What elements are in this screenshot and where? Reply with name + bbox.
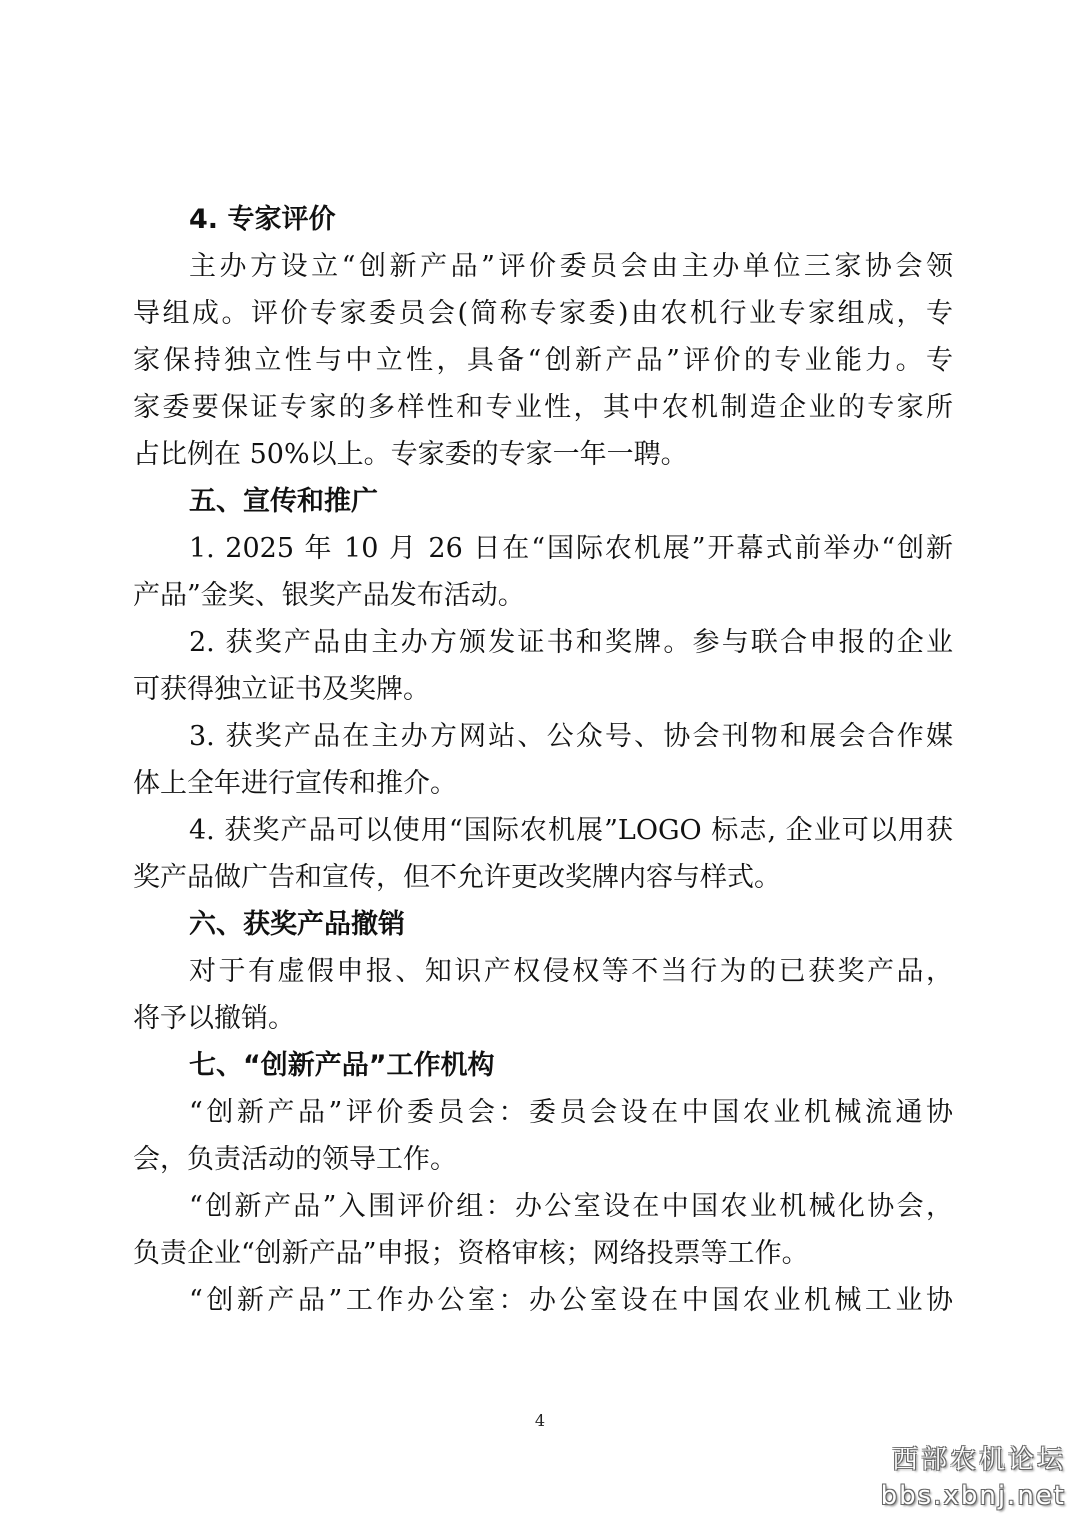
text-line: 对于有虚假申报、知识产权侵权等不当行为的已获奖产品， [189,956,953,987]
text-line: 负责企业“创新产品”申报；资格审核；网络投票等工作。 [133,1238,809,1269]
section-heading-revocation: 六、获奖产品撤销 [189,909,405,940]
text-line: “创新产品”工作办公室：办公室设在中国农业机械工业协 [189,1285,953,1316]
text-line: 占比例在 50%以上。专家委的专家一年一聘。 [133,439,688,470]
text-line: 家保持独立性与中立性，具备“创新产品”评价的专业能力。专 [133,345,953,376]
site-watermark [881,1442,1066,1514]
section-heading-promotion: 五、宣传和推广 [189,486,378,517]
paragraph-promotion-4 [133,807,953,901]
watermark-site-url: bbs.xbnj.net [880,1481,1066,1511]
paragraph-expert-committee [133,243,953,478]
paragraph-evaluation-committee [133,1089,953,1183]
text-line: 将予以撤销。 [133,1003,295,1034]
paragraph-shortlist-group [133,1183,953,1277]
text-line: 体上全年进行宣传和推介。 [133,768,457,799]
text-line: 2. 获奖产品由主办方颁发证书和奖牌。参与联合申报的企业 [189,627,953,658]
text-line: “创新产品”入围评价组：办公室设在中国农业机械化协会， [189,1191,953,1222]
paragraph-work-office [133,1277,953,1324]
text-line: 4. 获奖产品可以使用“国际农机展”LOGO 标志, 企业可以用获 [189,815,953,846]
paragraph-revocation [133,948,953,1042]
text-line: 家委要保证专家的多样性和专业性，其中农机制造企业的专家所 [133,392,953,423]
text-line: 会，负责活动的领导工作。 [133,1144,457,1175]
text-line: 导组成。评价专家委员会(简称专家委)由农机行业专家组成，专 [133,298,953,329]
text-line: 产品”金奖、银奖产品发布活动。 [133,580,525,611]
text-line: 奖产品做广告和宣传，但不允许更改奖牌内容与样式。 [133,862,781,893]
section-heading-expert-evaluation: 4. 专家评价 [189,204,336,235]
paragraph-promotion-2 [133,619,953,713]
text-line: 主办方设立“创新产品”评价委员会由主办单位三家协会领 [189,251,953,282]
text-line: “创新产品”评价委员会：委员会设在中国农业机械流通协 [189,1097,953,1128]
paragraph-promotion-1 [133,525,953,619]
text-line: 可获得独立证书及奖牌。 [133,674,430,705]
section-heading-working-bodies: 七、“创新产品”工作机构 [189,1050,495,1081]
document-body [133,196,953,1324]
text-line: 1. 2025 年 10 月 26 日在“国际农机展”开幕式前举办“创新 [189,533,953,564]
text-line: 3. 获奖产品在主办方网站、公众号、协会刊物和展会合作媒 [189,721,953,752]
watermark-site-name: 西部农机论坛 [891,1445,1066,1475]
page-number: 4 [534,1411,546,1430]
paragraph-promotion-3 [133,713,953,807]
